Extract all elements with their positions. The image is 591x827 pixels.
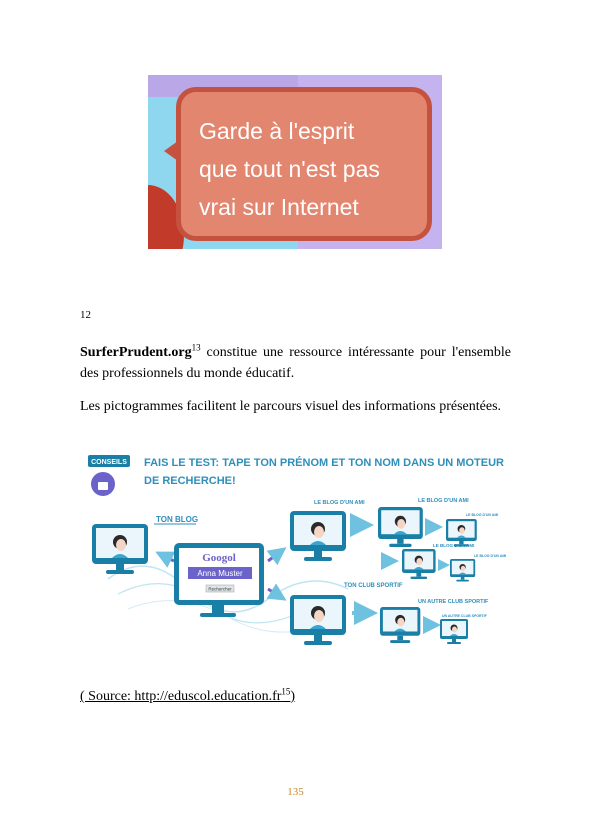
- label-blog-ami-5: LE BLOG D'UN AMI: [474, 554, 507, 558]
- source-suffix: ): [290, 689, 296, 704]
- infographic-title-2: DE RECHERCHE!: [144, 475, 236, 487]
- monitor-club: [290, 595, 346, 645]
- label-blog-ami-4: LE BLOG D'UN AMI: [433, 543, 475, 548]
- search-name: Anna Muster: [197, 569, 243, 578]
- paragraph-surferprudent: [80, 342, 511, 384]
- conseils-badge: CONSEILS: [91, 459, 127, 466]
- label-autre-club-small: UN AUTRE CLUB SPORTIF: [442, 614, 487, 618]
- label-blog-ami-1: LE BLOG D'UN AMI: [314, 500, 365, 506]
- footnote-sup-15: 15: [281, 686, 291, 697]
- footnote-sup-13: 13: [191, 342, 201, 353]
- label-club: TON CLUB SPORTIF: [344, 583, 403, 589]
- source-text: ( Source: http://eduscol.education.fr: [80, 689, 282, 704]
- monitor-autre-club-small: [440, 619, 468, 644]
- monitor-blog-ami-1: [290, 511, 346, 561]
- speech-bubble: [176, 87, 432, 241]
- bubble-line-1: Garde à l'esprit: [199, 118, 355, 144]
- footnote-reference: 12: [80, 309, 91, 321]
- label-blog-ami-3: LE BLOG D'UN AMI: [466, 513, 499, 517]
- search-logo: Googol: [202, 552, 236, 564]
- paragraph1-text: constitue une ressource intéressante pour l'ensemble des professionnels du monde éducatif.: [80, 345, 511, 381]
- infographic-title-1: FAIS LE TEST: TAPE TON PRÉNOM ET TON NOM DANS UN MOTEUR: [144, 457, 504, 469]
- bubble-line-3: vrai sur Internet: [199, 194, 359, 220]
- arrow-to-blog: [158, 553, 174, 561]
- monitor-blog-ami-2: [378, 507, 423, 547]
- site-name: SurferPrudent.org: [80, 345, 192, 360]
- bubble-text: [199, 112, 380, 226]
- reminder-illustration: [148, 75, 442, 249]
- lock-body: [98, 482, 108, 490]
- infographic: [88, 449, 508, 654]
- page-number: 135: [287, 786, 304, 798]
- label-blog-ami-2: LE BLOG D'UN AMI: [418, 498, 469, 504]
- monitor-small: [450, 559, 475, 582]
- label-ton-blog: TON BLOG: [156, 515, 199, 524]
- source-link[interactable]: [80, 686, 296, 705]
- infographic-svg: [88, 449, 508, 654]
- search-button: Rechercher: [208, 586, 232, 592]
- monitor-autre-club: [380, 607, 420, 643]
- monitor-blog-ami-4: [402, 549, 436, 579]
- paragraph-pictogrammes: Les pictogrammes facilitent le parcours visuel des informations présentées.: [80, 399, 502, 414]
- label-autre-club: UN AUTRE CLUB SPORTIF: [418, 599, 489, 605]
- bubble-line-2: que tout n'est pas: [199, 156, 380, 182]
